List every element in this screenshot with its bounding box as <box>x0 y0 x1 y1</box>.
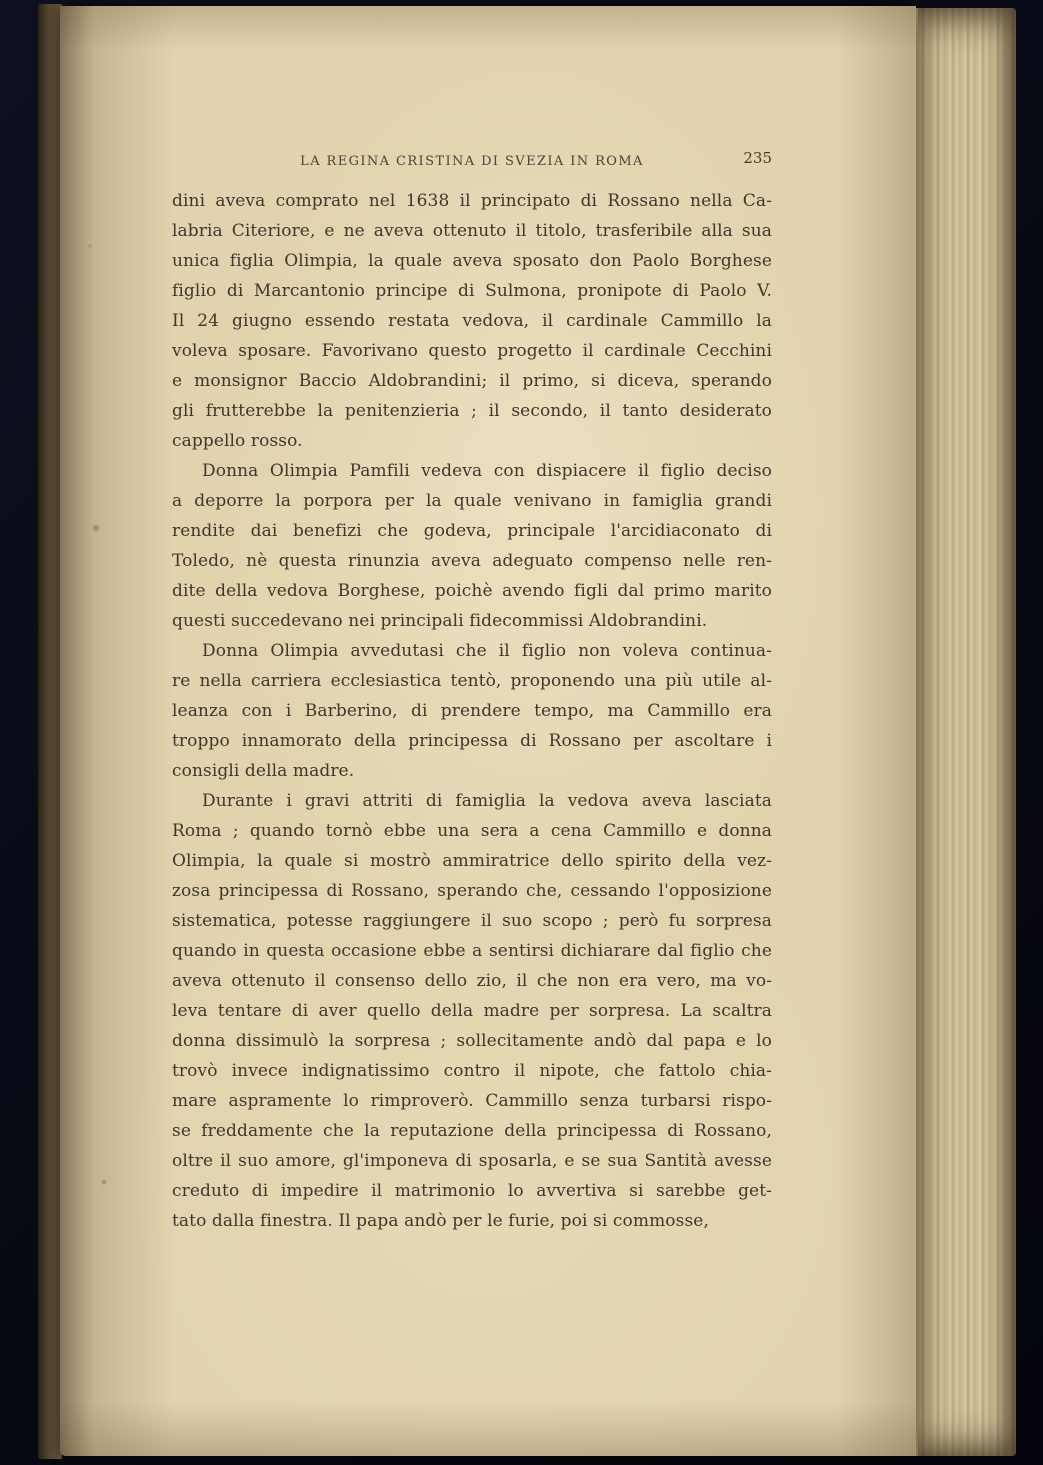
paragraph <box>172 186 772 456</box>
page-number: 235 <box>743 149 772 167</box>
text-line: Il 24 giugno essendo restata vedova, il cardinale Cammillo la <box>172 311 772 331</box>
text-line: Durante i gravi attriti di famiglia la vedova aveva lasciata <box>202 791 772 811</box>
text-line: Donna Olimpia avvedutasi che il figlio non voleva continua- <box>202 641 772 661</box>
text-line: quando in questa occasione ebbe a sentirsi dichiarare dal figlio che <box>172 941 772 961</box>
paragraph <box>172 786 772 1236</box>
text-line: aveva ottenuto il consenso dello zio, il che non era vero, ma vo- <box>172 971 772 991</box>
text-line: e monsignor Baccio Aldobrandini; il primo, si diceva, sperando <box>172 371 772 391</box>
stacked-page-edges <box>916 8 1016 1456</box>
paragraph <box>172 636 772 786</box>
text-line: cappello rosso. <box>172 431 303 451</box>
text-line: Donna Olimpia Pamfili vedeva con dispiacere il figlio deciso <box>202 461 772 481</box>
text-line: trovò invece indignatissimo contro il nipote, che fattolo chia- <box>172 1061 772 1081</box>
text-line: dite della vedova Borghese, poichè avendo figli dal primo marito <box>172 581 772 601</box>
text-line: Toledo, nè questa rinunzia aveva adeguato compenso nelle ren- <box>172 551 772 571</box>
text-line: oltre il suo amore, gl'imponeva di sposarla, e se sua Santità avesse <box>172 1151 772 1171</box>
text-line: se freddamente che la reputazione della principessa di Rossano, <box>172 1121 772 1141</box>
text-line: unica figlia Olimpia, la quale aveva sposato don Paolo Borghese <box>172 251 772 271</box>
text-line: consigli della madre. <box>172 761 355 781</box>
text-line: leanza con i Barberino, di prendere tempo, ma Cammillo era <box>172 701 772 721</box>
text-line: re nella carriera ecclesiastica tentò, proponendo una più utile al- <box>172 671 772 691</box>
text-line: troppo innamorato della principessa di Rossano per ascoltare i <box>172 731 772 751</box>
text-line: mare aspramente lo rimproverò. Cammillo senza turbarsi rispo- <box>172 1091 772 1111</box>
text-line: donna dissimulò la sorpresa ; sollecitamente andò dal papa e lo <box>172 1031 772 1051</box>
text-line: gli frutterebbe la penitenzieria ; il secondo, il tanto desiderato <box>172 401 772 421</box>
text-line: a deporre la porpora per la quale venivano in famiglia grandi <box>172 491 772 511</box>
text-line: tato dalla finestra. Il papa andò per le furie, poi si commosse, <box>172 1211 709 1231</box>
body-text <box>172 186 772 1236</box>
running-title: LA REGINA CRISTINA DI SVEZIA IN ROMA <box>300 154 644 169</box>
paragraph <box>172 456 772 636</box>
text-line: labria Citeriore, e ne aveva ottenuto il titolo, trasferibile alla sua <box>172 221 772 241</box>
text-line: zosa principessa di Rossano, sperando che, cessando l'opposizione <box>172 881 772 901</box>
text-line: figlio di Marcantonio principe di Sulmona, pronipote di Paolo V. <box>172 281 772 301</box>
text-line: leva tentare di aver quello della madre per sorpresa. La scaltra <box>172 1001 772 1021</box>
book-cover-edge <box>38 4 62 1459</box>
page-content <box>172 150 772 1236</box>
text-line: voleva sposare. Favorivano questo progetto il cardinale Cecchini <box>172 341 772 361</box>
text-line: questi succedevano nei principali fidecommissi Aldobrandini. <box>172 611 708 631</box>
text-line: sistematica, potesse raggiungere il suo scopo ; però fu sorpresa <box>172 911 772 931</box>
running-header <box>172 150 772 172</box>
text-line: dini aveva comprato nel 1638 il principato di Rossano nella Ca- <box>172 191 772 211</box>
text-line: Roma ; quando tornò ebbe una sera a cena Cammillo e donna <box>172 821 772 841</box>
text-line: Olimpia, la quale si mostrò ammiratrice dello spirito della vez- <box>172 851 772 871</box>
text-line: creduto di impedire il matrimonio lo avvertiva si sarebbe get- <box>172 1181 772 1201</box>
text-line: rendite dai benefizi che godeva, principale l'arcidiaconato di <box>172 521 772 541</box>
